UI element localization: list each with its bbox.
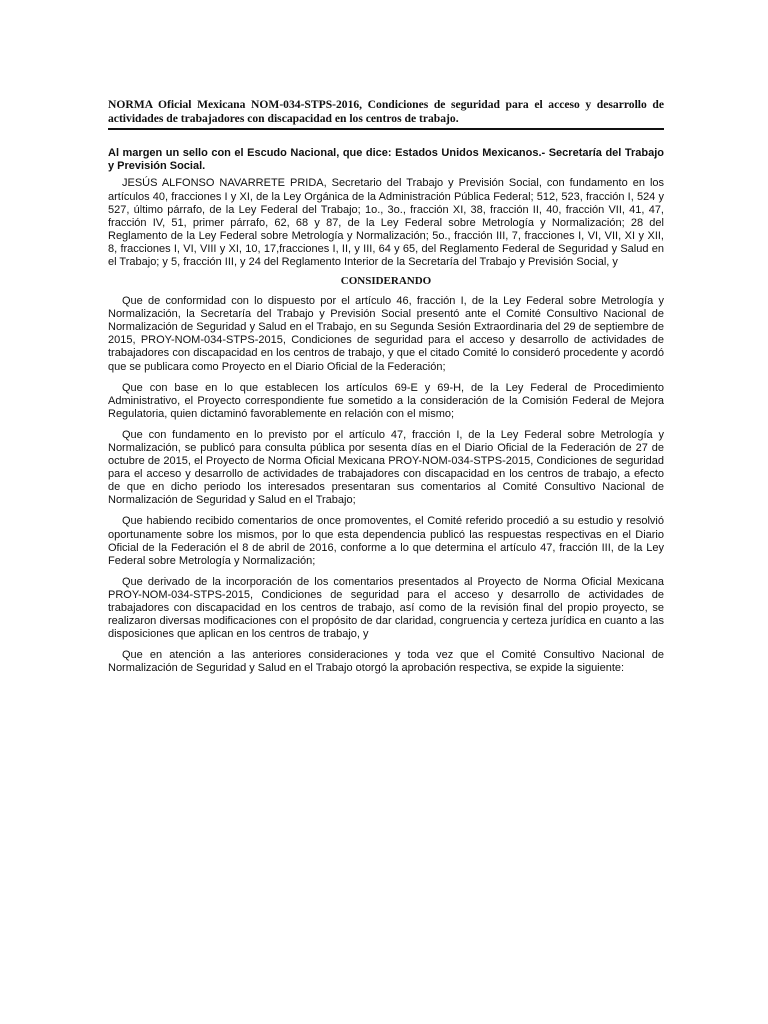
document-page (108, 98, 664, 684)
document-title: NORMA Oficial Mexicana NOM-034-STPS-2016, Condiciones de seguridad para el acceso y desarrollo de actividades de trabajadores con discapacidad en los centros de trabajo. (108, 98, 664, 125)
considerando-paragraph-3: Que con fundamento en lo previsto por el artículo 47, fracción I, de la Ley Federal sobre Metrología y Normalización, se publicó para consulta pública por sesenta días en el Diario Oficial de la Federación de 27 de octubre de 2015, el Proyecto de Norma Oficial Mexicana PROY-NOM-034-STPS-2015, Condiciones de seguridad para el acceso y desarrollo de actividades de trabajadores con discapacidad en los centros de trabajo, a efecto de que en dicho periodo los interesados presentaran sus comentarios al Comité Consultivo Nacional de Normalización de Seguridad y Salud en el Trabajo; (108, 428, 664, 507)
section-heading: CONSIDERANDO (340, 275, 432, 288)
considerando-paragraph-2: Que con base en lo que establecen los artículos 69-E y 69-H, de la Ley Federal de Procedimiento Administrativo, el Proyecto correspondiente fue sometido a la consideración de la Comisión Federal de Mejora Regulatoria, quien dictaminó favorablemente en relación con el mismo; (108, 381, 664, 420)
considerando-paragraph-4: Que habiendo recibido comentarios de once promoventes, el Comité referido procedió a su estudio y resolvió oportunamente sobre los mismos, por lo que esta dependencia publicó las respuestas respectivas en el Diario Oficial de la Federación el 8 de abril de 2016, conforme a lo que determina el artículo 47, fracción III, de la Ley Federal sobre Metrología y Normalización; (108, 515, 664, 567)
margin-note: Al margen un sello con el Escudo Nacional, que dice: Estados Unidos Mexicanos.- Secretaría del Trabajo y Previsión Social. (108, 147, 664, 173)
considerando-paragraph-1: Que de conformidad con lo dispuesto por el artículo 46, fracción I, de la Ley Federal sobre Metrología y Normalización, la Secretaría del Trabajo y Previsión Social presentó ante el Comité Consultivo Nacional de Normalización de Seguridad y Salud en el Trabajo, en su Segunda Sesión Extraordinaria del 29 de septiembre de 2015, PROY-NOM-034-STPS-2015, Condiciones de seguridad para el acceso y desarrollo de actividades de trabajadores con discapacidad en los centros de trabajo, y que el citado Comité lo consideró procedente y acordó que se publicara como Proyecto en el Diario Oficial de la Federación; (108, 295, 664, 373)
considerando-paragraph-6: Que en atención a las anteriores consideraciones y toda vez que el Comité Consultivo Nacional de Normalización de Seguridad y Salud en el Trabajo otorgó la aprobación respectiva, se expide la siguiente: (108, 649, 664, 675)
considerando-paragraph-5: Que derivado de la incorporación de los comentarios presentados al Proyecto de Norma Oficial Mexicana PROY-NOM-034-STPS-2015, Condiciones de seguridad para el acceso y desarrollo de actividades de trabajadores con discapacidad en los centros de trabajo, así como de la revisión final del propio proyecto, se realizaron diversas modificaciones con el propósito de dar claridad, congruencia y certeza jurídica en cuanto a las disposiciones que aplican en los centros de trabajo, y (108, 575, 664, 641)
title-divider (108, 128, 664, 130)
intro-paragraph: JESÚS ALFONSO NAVARRETE PRIDA, Secretario del Trabajo y Previsión Social, con fundamento en los artículos 40, fracciones I y XI, de la Ley Orgánica de la Administración Pública Federal; 512, 523, fracción I, 524 y 527, último párrafo, de la Ley Federal del Trabajo; 1o., 3o., fracción XI, 38, fracción II, 40, fracción VII, 41, 47, fracción IV, 51, primer párrafo, 62, 68 y 87, de la Ley Federal sobre Metrología y Normalización; 28 del Reglamento de la Ley Federal sobre Metrología y Normalización; 5o., fracción III, 7, fracciones I, VI, VII, XI y XII, 8, fracciones I, VI, VIII y XI, 10, 17,fracciones I, II, y III, 64 y 65, del Reglamento Federal de Seguridad y Salud en el Trabajo; y 5, fracción III, y 24 del Reglamento Interior de la Secretaría del Trabajo y Previsión Social, y (108, 177, 664, 268)
